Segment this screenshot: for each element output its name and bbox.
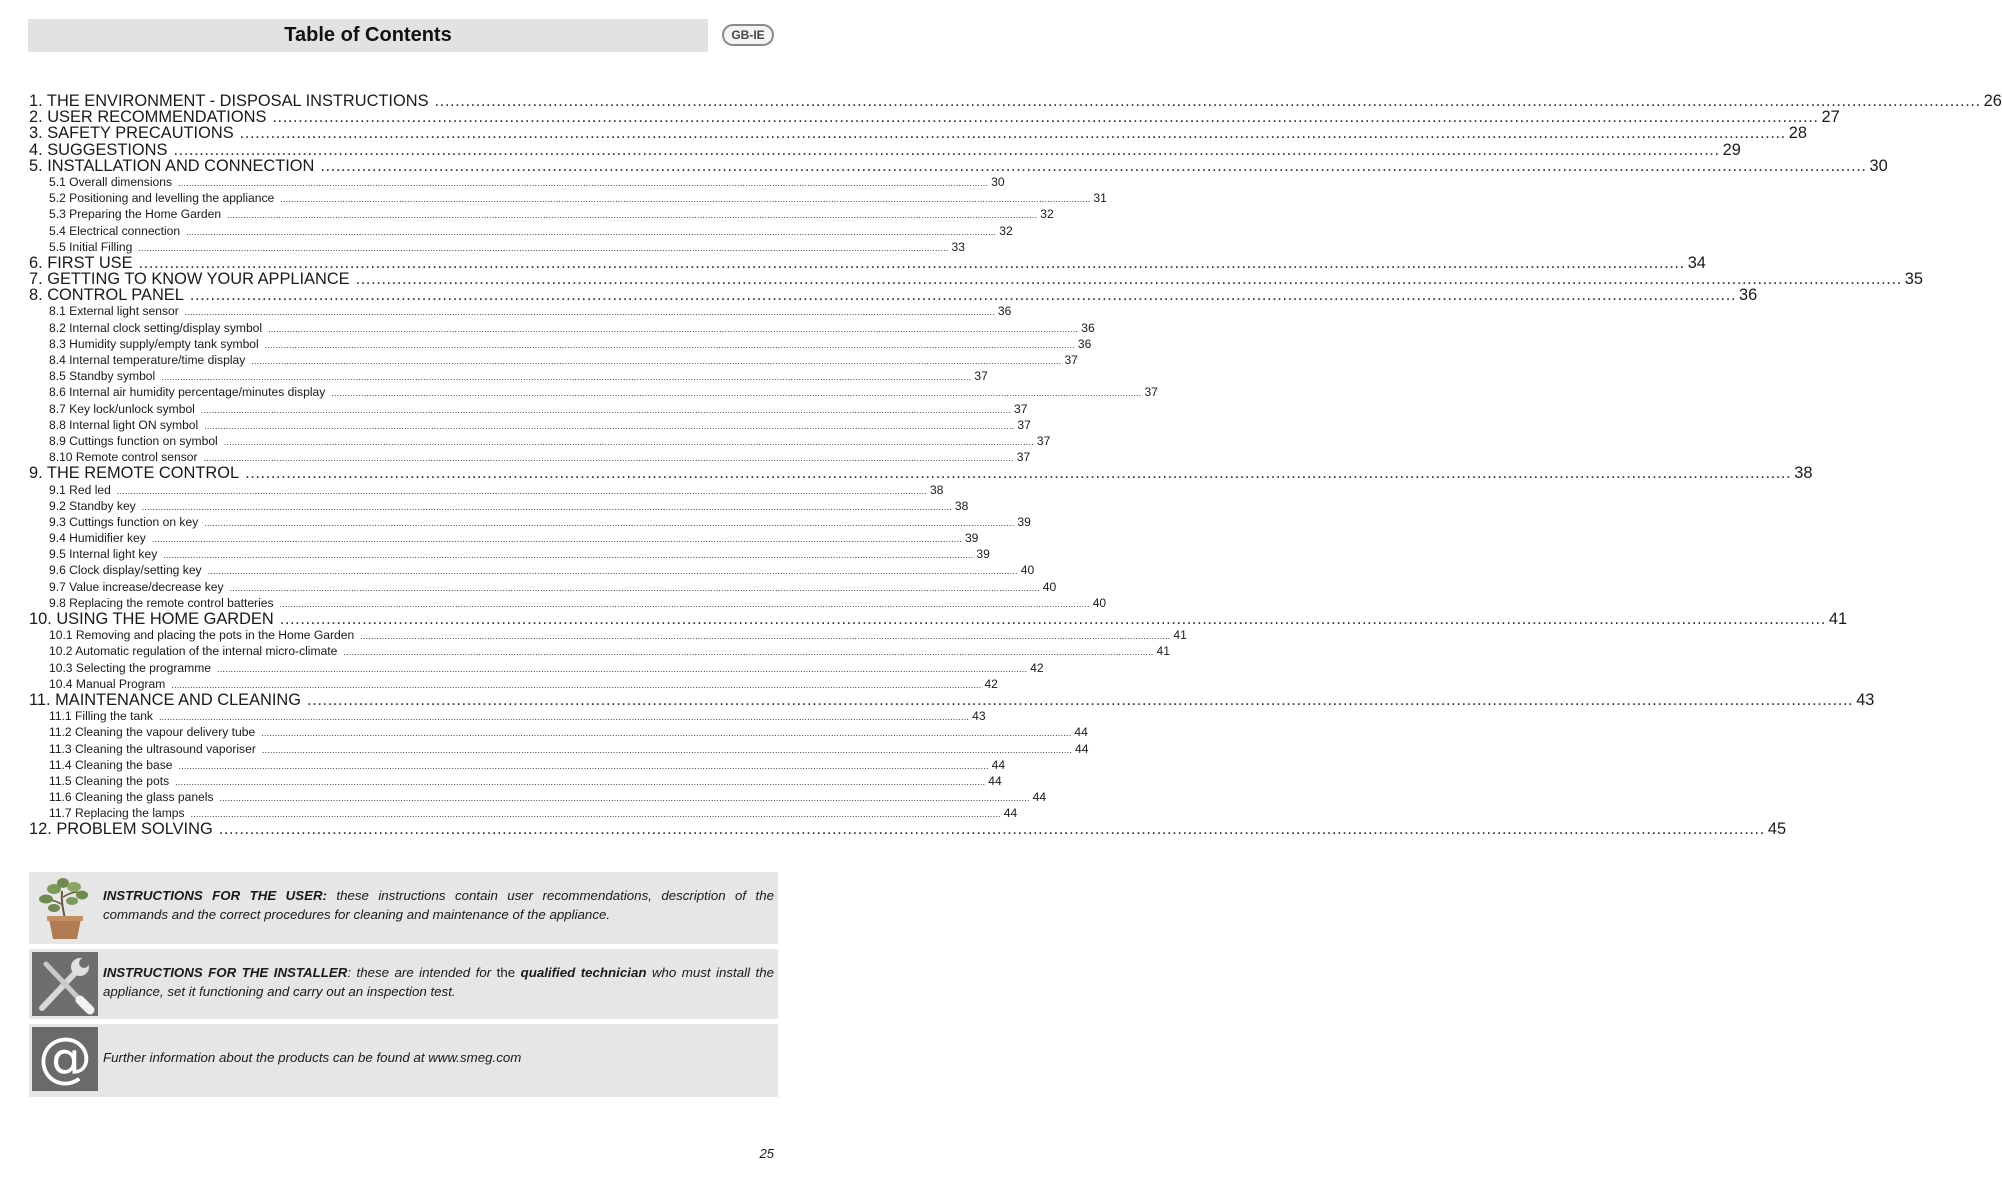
toc-entry-label: 11.7 Replacing the lamps <box>49 806 185 821</box>
toc-entry-page: 44 <box>1074 725 1088 740</box>
toc-section <box>29 320 1095 336</box>
user-instructions-box <box>29 872 778 944</box>
toc-entry-page: 38 <box>930 482 944 497</box>
dot-leader: ............................................................................................................................................................................................................................................................................................................ <box>141 501 952 512</box>
toc-section <box>29 433 1051 449</box>
toc-section <box>29 482 944 498</box>
dot-leader: ............................................................................................................................................................................................................................................................................................................ <box>138 242 949 253</box>
toc-section <box>29 336 1092 352</box>
toc-entry-label: 11.3 Cleaning the ultrasound vaporiser <box>49 741 256 756</box>
toc-entry-label: 9.1 Red led <box>49 482 111 497</box>
table-of-contents <box>29 92 2002 839</box>
toc-entry-page: 41 <box>1173 628 1187 643</box>
toc-entry-label: 11.6 Cleaning the glass panels <box>49 790 214 805</box>
dot-leader: ............................................................................................................................................................................................................................................................................................................ <box>320 156 1867 175</box>
dot-leader: ............................................................................................................................................................................................................................................................................................................ <box>229 582 1040 593</box>
toc-section <box>29 741 1089 757</box>
toc-entry-label: 9.6 Clock display/setting key <box>49 563 202 578</box>
toc-section <box>29 805 1018 821</box>
toc-entry-label: 5.5 Initial Filling <box>49 239 133 254</box>
toc-entry-label: 8.3 Humidity supply/empty tank symbol <box>49 336 259 351</box>
toc-section <box>29 174 1005 190</box>
toc-entry-page: 32 <box>999 223 1013 238</box>
potted-plant-icon <box>32 875 98 946</box>
toc-section <box>29 401 1028 417</box>
dot-leader: ............................................................................................................................................................................................................................................................................................................ <box>218 820 1765 839</box>
toc-entry-label: 9.8 Replacing the remote control batteries <box>49 595 274 610</box>
toc-entry-page: 30 <box>1869 156 1888 175</box>
toc-section <box>29 708 986 724</box>
dot-leader: ............................................................................................................................................................................................................................................................................................................ <box>279 610 1826 628</box>
toc-entry-label: 8.7 Key lock/unlock symbol <box>49 401 195 416</box>
dot-leader: ............................................................................................................................................................................................................................................................................................................ <box>227 210 1038 221</box>
dot-leader: ............................................................................................................................................................................................................................................................................................................ <box>190 809 1001 820</box>
toc-section <box>29 368 988 384</box>
dot-leader: ............................................................................................................................................................................................................................................................................................................ <box>178 760 989 771</box>
toc-entry-label: 8.9 Cuttings function on symbol <box>49 433 218 448</box>
toc-entry-page: 44 <box>1003 806 1018 821</box>
dot-leader: ............................................................................................................................................................................................................................................................................................................ <box>151 534 962 545</box>
toc-entry-label: 8. CONTROL PANEL <box>29 286 184 305</box>
toc-section <box>29 643 1170 659</box>
dot-leader: ............................................................................................................................................................................................................................................................................................................ <box>207 566 1018 577</box>
toc-entry-page: 30 <box>991 174 1005 189</box>
dot-leader: ............................................................................................................................................................................................................................................................................................................ <box>163 550 974 561</box>
toc-entry-page: 38 <box>954 498 969 513</box>
tools-icon <box>32 952 98 1021</box>
dot-leader: ............................................................................................................................................................................................................................................................................................................ <box>280 194 1091 205</box>
toc-entry-label: 7. GETTING TO KNOW YOUR APPLIANCE <box>29 270 350 289</box>
toc-section <box>29 757 1006 773</box>
toc-entry-label: 10.3 Selecting the programme <box>49 660 212 675</box>
toc-entry-page: 43 <box>972 709 986 724</box>
toc-entry-label: 11. MAINTENANCE AND CLEANING <box>29 690 302 709</box>
toc-entry-page: 42 <box>984 676 998 691</box>
toc-entry-page: 37 <box>1016 450 1031 465</box>
toc-entry-label: 11.2 Cleaning the vapour delivery tube <box>49 725 256 740</box>
toc-section <box>29 627 1187 643</box>
toc-section <box>29 239 965 255</box>
toc-entry-label: 3. SAFETY PRECAUTIONS <box>29 124 234 143</box>
toc-entry-label: 10. USING THE HOME GARDEN <box>29 610 274 628</box>
toc-section <box>29 562 1035 578</box>
dot-leader: ............................................................................................................................................................................................................................................................................................................ <box>261 744 1073 755</box>
toc-section <box>29 449 1031 465</box>
toc-section <box>29 417 1031 433</box>
toc-section <box>29 498 969 514</box>
toc-chapter <box>29 156 1888 175</box>
dot-leader: ............................................................................................................................................................................................................................................................................................................ <box>217 663 1028 674</box>
toc-section <box>29 190 1107 206</box>
page-title-bar <box>28 19 708 52</box>
dot-leader: ............................................................................................................................................................................................................................................................................................................ <box>175 776 986 787</box>
toc-entry-page: 32 <box>1040 207 1054 222</box>
toc-section <box>29 514 1031 530</box>
qualified-technician-emphasis: qualified technician <box>520 965 647 980</box>
toc-chapter <box>29 690 1875 709</box>
toc-entry-label: 8.2 Internal clock setting/display symbol <box>49 320 263 335</box>
dot-leader: ............................................................................................................................................................................................................................................................................................................ <box>331 388 1142 399</box>
dot-leader: ............................................................................................................................................................................................................................................................................................................ <box>138 253 1685 272</box>
toc-entry-page: 40 <box>1020 563 1035 578</box>
page-number: 25 <box>759 1146 774 1161</box>
toc-section <box>29 789 1047 805</box>
installer-instructions-heading: INSTRUCTIONS FOR THE INSTALLER <box>103 965 348 980</box>
toc-entry-label: 6. FIRST USE <box>29 253 133 272</box>
dot-leader: ............................................................................................................................................................................................................................................................................................................ <box>204 420 1015 431</box>
dot-leader: ............................................................................................................................................................................................................................................................................................................ <box>343 647 1154 658</box>
toc-entry-label: 8.6 Internal air humidity percentage/minutes display <box>49 385 326 400</box>
dot-leader: ............................................................................................................................................................................................................................................................................................................ <box>189 286 1736 305</box>
toc-entry-page: 45 <box>1767 820 1787 839</box>
dot-leader: ............................................................................................................................................................................................................................................................................................................ <box>272 108 1819 127</box>
toc-section <box>29 660 1044 676</box>
toc-entry-page: 37 <box>1014 401 1028 416</box>
dot-leader: ............................................................................................................................................................................................................................................................................................................ <box>171 679 982 690</box>
toc-entry-page: 37 <box>1036 433 1051 448</box>
toc-entry-label: 9.4 Humidifier key <box>49 531 146 546</box>
toc-entry-label: 12. PROBLEM SOLVING <box>29 820 213 839</box>
toc-entry-label: 9.7 Value increase/decrease key <box>49 579 224 594</box>
toc-entry-page: 37 <box>1064 353 1078 367</box>
dot-leader: ............................................................................................................................................................................................................................................................................................................ <box>173 140 1720 159</box>
toc-entry-page: 33 <box>951 239 965 254</box>
toc-entry-label: 4. SUGGESTIONS <box>29 140 168 159</box>
toc-entry-page: 44 <box>991 757 1006 772</box>
toc-entry-page: 27 <box>1821 108 1840 127</box>
toc-entry-label: 2. USER RECOMMENDATIONS <box>29 108 267 127</box>
toc-entry-page: 40 <box>1042 579 1057 594</box>
toc-section <box>29 579 1057 595</box>
installer-instructions-box <box>29 949 778 1019</box>
user-instructions-text: INSTRUCTIONS FOR THE USER: these instructions contain user recommendations, description of the commands and the correct procedures for cleaning and maintenance of the appliance. <box>103 888 775 922</box>
toc-chapter <box>29 464 1813 483</box>
toc-chapter <box>29 124 1808 143</box>
toc-section <box>29 303 1012 319</box>
page-title: Table of Contents <box>284 24 452 46</box>
toc-entry-page: 43 <box>1856 690 1875 709</box>
toc-entry-page: 31 <box>1093 191 1107 206</box>
toc-chapter <box>29 270 1923 289</box>
toc-entry-label: 9. THE REMOTE CONTROL <box>29 464 240 483</box>
toc-chapter <box>29 140 1741 159</box>
toc-entry-page: 36 <box>997 304 1012 319</box>
toc-section <box>29 352 1078 368</box>
toc-entry-page: 34 <box>1687 253 1706 272</box>
toc-entry-label: 10.2 Automatic regulation of the internal micro-climate <box>49 644 338 659</box>
toc-entry-page: 44 <box>1032 790 1047 805</box>
toc-section <box>29 676 998 692</box>
toc-entry-page: 41 <box>1828 610 1848 628</box>
dot-leader: ............................................................................................................................................................................................................................................................................................................ <box>239 124 1786 143</box>
toc-entry-page: 44 <box>988 773 1002 788</box>
toc-entry-label: 8.1 External light sensor <box>49 304 179 319</box>
installer-instructions-text: INSTRUCTIONS FOR THE INSTALLER: these are intended for the qualified technician who must install the appliance, set it functioning and carry out an inspection test. <box>103 965 774 999</box>
dot-leader: ............................................................................................................................................................................................................................................................................................................ <box>245 464 1792 483</box>
at-sign-icon: @ <box>32 1027 98 1091</box>
toc-entry-page: 44 <box>1075 741 1089 756</box>
toc-entry-page: 38 <box>1794 464 1813 483</box>
toc-entry-page: 36 <box>1077 336 1092 351</box>
toc-section <box>29 773 1002 789</box>
toc-entry-label: 11.1 Filling the tank <box>49 709 153 724</box>
user-instructions-heading: INSTRUCTIONS FOR THE USER: <box>103 888 327 903</box>
toc-section <box>29 206 1054 222</box>
dot-leader: ............................................................................................................................................................................................................................................................................................................ <box>161 372 972 383</box>
toc-entry-page: 37 <box>1017 417 1031 432</box>
dot-leader: ............................................................................................................................................................................................................................................................................................................ <box>200 404 1012 415</box>
toc-entry-page: 36 <box>1739 286 1758 305</box>
toc-chapter <box>29 286 1758 305</box>
toc-section <box>29 724 1088 740</box>
dot-leader: ............................................................................................................................................................................................................................................................................................................ <box>204 517 1015 528</box>
toc-chapter <box>29 610 1848 628</box>
dot-leader: ............................................................................................................................................................................................................................................................................................................ <box>279 598 1090 609</box>
toc-entry-page: 29 <box>1722 140 1741 159</box>
toc-section <box>29 546 990 562</box>
toc-entry-page: 40 <box>1092 595 1107 610</box>
toc-section <box>29 384 1158 400</box>
dot-leader: ............................................................................................................................................................................................................................................................................................................ <box>223 436 1034 447</box>
toc-chapter <box>29 92 2002 110</box>
dot-leader: ............................................................................................................................................................................................................................................................................................................ <box>434 92 1981 110</box>
dot-leader: ............................................................................................................................................................................................................................................................................................................ <box>261 728 1072 739</box>
toc-entry-label: 5.4 Electrical connection <box>49 223 181 238</box>
toc-entry-page: 37 <box>1144 385 1158 400</box>
dot-leader: ............................................................................................................................................................................................................................................................................................................ <box>307 690 1854 709</box>
toc-entry-label: 11.4 Cleaning the base <box>49 757 173 772</box>
toc-entry-label: 10.1 Removing and placing the pots in the Home Garden <box>49 628 355 643</box>
toc-entry-page: 39 <box>976 547 990 562</box>
dot-leader: ............................................................................................................................................................................................................................................................................................................ <box>184 307 995 318</box>
dot-leader: ............................................................................................................................................................................................................................................................................................................ <box>203 453 1014 464</box>
toc-entry-label: 9.2 Standby key <box>49 498 136 513</box>
toc-entry-label: 1. THE ENVIRONMENT - DISPOSAL INSTRUCTIONS <box>29 92 429 110</box>
toc-entry-label: 8.4 Internal temperature/time display <box>49 353 246 367</box>
toc-entry-page: 37 <box>974 369 988 384</box>
dot-leader: ............................................................................................................................................................................................................................................................................................................ <box>116 485 928 496</box>
dot-leader: ............................................................................................................................................................................................................................................................................................................ <box>360 631 1171 642</box>
dot-leader: ............................................................................................................................................................................................................................................................................................................ <box>158 712 970 723</box>
dot-leader: ............................................................................................................................................................................................................................................................................................................ <box>219 793 1030 804</box>
toc-section <box>29 595 1107 611</box>
web-info-box <box>29 1024 778 1097</box>
dot-leader: ............................................................................................................................................................................................................................................................................................................ <box>264 339 1075 350</box>
dot-leader: ............................................................................................................................................................................................................................................................................................................ <box>178 177 989 188</box>
toc-chapter <box>29 253 1706 272</box>
toc-entry-label: 5.3 Preparing the Home Garden <box>49 207 222 222</box>
toc-entry-page: 36 <box>1081 320 1095 335</box>
toc-section <box>29 223 1013 239</box>
toc-entry-label: 10.4 Manual Program <box>49 676 166 691</box>
toc-entry-label: 9.5 Internal light key <box>49 547 158 562</box>
toc-entry-page: 26 <box>1983 92 2002 110</box>
dot-leader: ............................................................................................................................................................................................................................................................................................................ <box>268 323 1079 334</box>
toc-section <box>29 530 979 546</box>
toc-entry-page: 42 <box>1030 660 1044 675</box>
toc-entry-label: 9.3 Cuttings function on key <box>49 514 199 529</box>
toc-entry-label: 5. INSTALLATION AND CONNECTION <box>29 156 315 175</box>
toc-entry-label: 8.10 Remote control sensor <box>49 450 198 465</box>
toc-entry-page: 41 <box>1156 644 1170 659</box>
toc-entry-page: 39 <box>1017 514 1031 529</box>
language-badge: GB-IE <box>722 24 774 46</box>
toc-entry-label: 8.8 Internal light ON symbol <box>49 417 199 432</box>
toc-entry-page: 28 <box>1788 124 1808 143</box>
toc-chapter <box>29 108 1840 127</box>
dot-leader: ............................................................................................................................................................................................................................................................................................................ <box>355 270 1902 289</box>
toc-entry-label: 5.1 Overall dimensions <box>49 174 173 189</box>
toc-entry-label: 11.5 Cleaning the pots <box>49 773 170 788</box>
toc-chapter <box>29 820 1787 839</box>
toc-entry-label: 8.5 Standby symbol <box>49 369 156 384</box>
toc-entry-page: 35 <box>1904 270 1923 289</box>
toc-entry-label: 5.2 Positioning and levelling the appliance <box>49 191 275 206</box>
dot-leader: ............................................................................................................................................................................................................................................................................................................ <box>186 226 997 237</box>
web-info-text: Further information about the products can be found at www.smeg.com <box>103 1050 522 1065</box>
toc-entry-page: 39 <box>964 531 979 546</box>
dot-leader: ............................................................................................................................................................................................................................................................................................................ <box>251 356 1062 366</box>
